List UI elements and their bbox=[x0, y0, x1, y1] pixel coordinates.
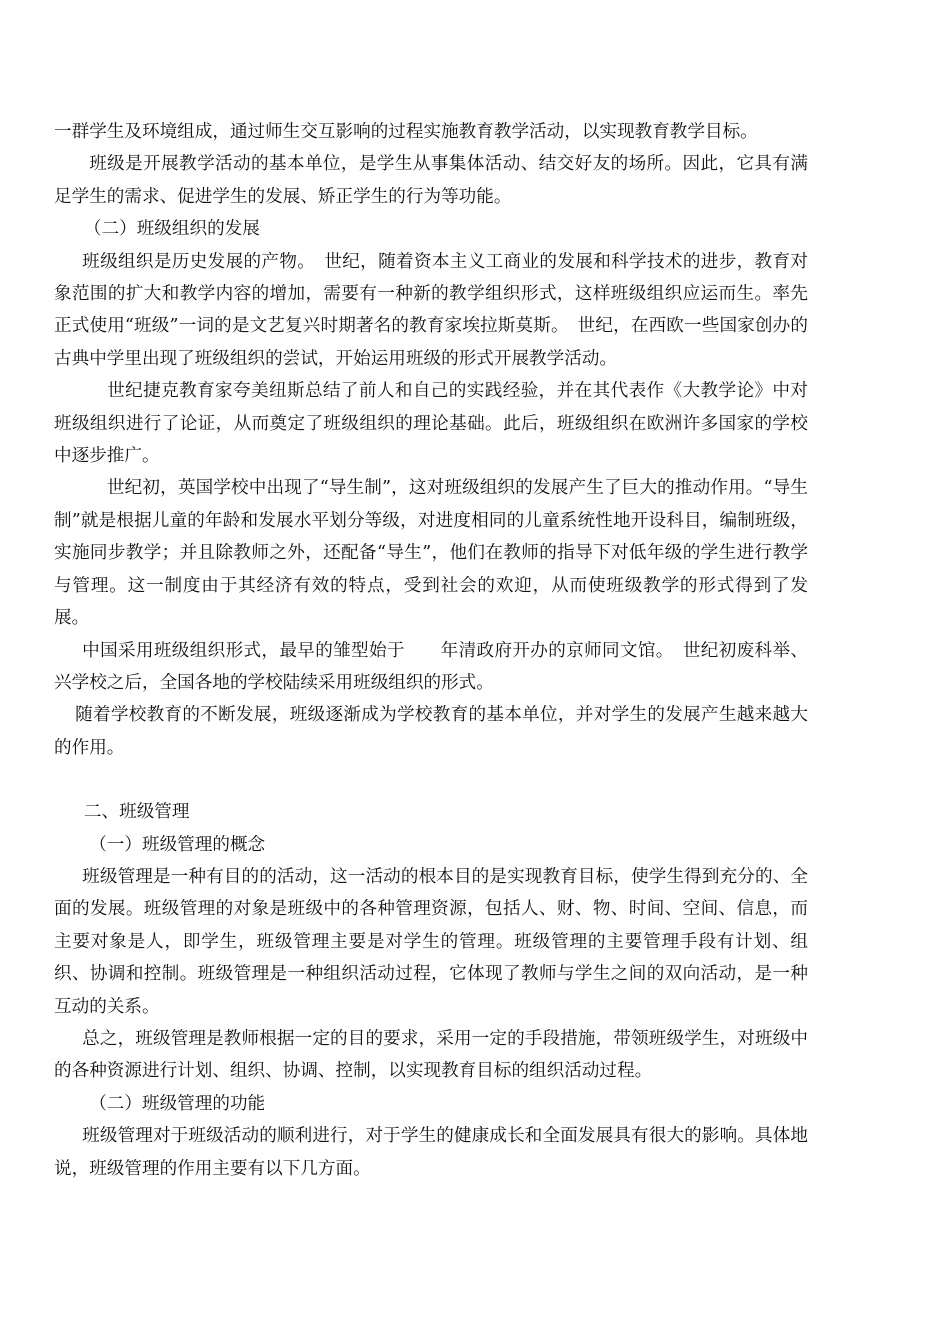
paragraph-monitorial-system: 世纪初，英国学校中出现了“导生制”，这对班级组织的发展产生了巨大的推动作用。“导生制”就是根据儿童的年龄和发展水平划分等级，对进度相同的儿童系统性地开设科目，编制班级，实施同步教学；并且除教师之外，还配备“导生”，他们在教师的指导下对低年级的学生进行教学与管理。这一制度由于其经济有效的特点，受到社会的欢迎，从而使班级教学的形式得到了发展。 bbox=[54, 478, 808, 629]
paragraph-class-role: 随着学校教育的不断发展，班级逐渐成为学校教育的基本单位，并对学生的发展产生越来越大的作用。 bbox=[54, 705, 808, 758]
document-body bbox=[54, 116, 808, 1185]
heading-class-organization-development: （二）班级组织的发展 bbox=[83, 219, 260, 240]
paragraph-class-functions: 班级是开展教学活动的基本单位，是学生从事集体活动、结交好友的场所。因此，它具有满足学生的需求、促进学生的发展、矫正学生的行为等功能。 bbox=[54, 154, 808, 207]
section-spacer bbox=[54, 764, 808, 796]
paragraph-china-adoption: 中国采用班级组织形式，最早的雏型始于 年清政府开办的京师同文馆。 世纪初废科举、兴学校之后，全国各地的学校陆续采用班级组织的形式。 bbox=[54, 640, 808, 693]
heading-management-concept: （一）班级管理的概念 bbox=[89, 834, 266, 855]
paragraph-management-summary: 总之，班级管理是教师根据一定的目的要求，采用一定的手段措施，带领班级学生，对班级中的各种资源进行计划、组织、协调、控制，以实现教育目标的组织活动过程。 bbox=[54, 1028, 808, 1082]
paragraph-management-concept: 班级管理是一种有目的的活动，这一活动的根本目的是实现教育目标，使学生得到充分的、全面的发展。班级管理的对象是班级中的各种管理资源，包括人、财、物、时间、空间、信息，而主要对象是人，即学生，班级管理主要是对学生的管理。班级管理的主要管理手段有计划、组织、协调和控制。班级管理是一种组织活动过程，它体现了教师与学生之间的双向活动，是一种互动的关系。 bbox=[54, 866, 808, 1017]
paragraph-class-history: 班级组织是历史发展的产物。 世纪，随着资本主义工商业的发展和科学技术的进步，教育对象范围的扩大和教学内容的增加，需要有一种新的教学组织形式，这样班级组织应运而生。率先正式使用“班级”一词的是文艺复兴时期著名的教育家埃拉斯莫斯。 世纪，在西欧一些国家创办的古典中学里出现了班级组织的尝试，开始运用班级的形式开展教学活动。 bbox=[54, 251, 808, 369]
heading-management-functions: （二）班级管理的功能 bbox=[89, 1093, 266, 1114]
heading-class-management: 二、班级管理 bbox=[83, 802, 190, 823]
paragraph-class-definition-end: 一群学生及环境组成，通过师生交互影响的过程实施教育教学活动，以实现教育教学目标。 bbox=[54, 122, 758, 142]
paragraph-comenius: 世纪捷克教育家夸美纽斯总结了前人和自己的实践经验，并在其代表作《大教学论》中对班级组织进行了论证，从而奠定了班级组织的理论基础。此后，班级组织在欧洲许多国家的学校中逐步推广。 bbox=[54, 381, 808, 467]
paragraph-management-functions: 班级管理对于班级活动的顺利进行，对于学生的健康成长和全面发展具有很大的影响。具体地说，班级管理的作用主要有以下几方面。 bbox=[54, 1126, 808, 1179]
